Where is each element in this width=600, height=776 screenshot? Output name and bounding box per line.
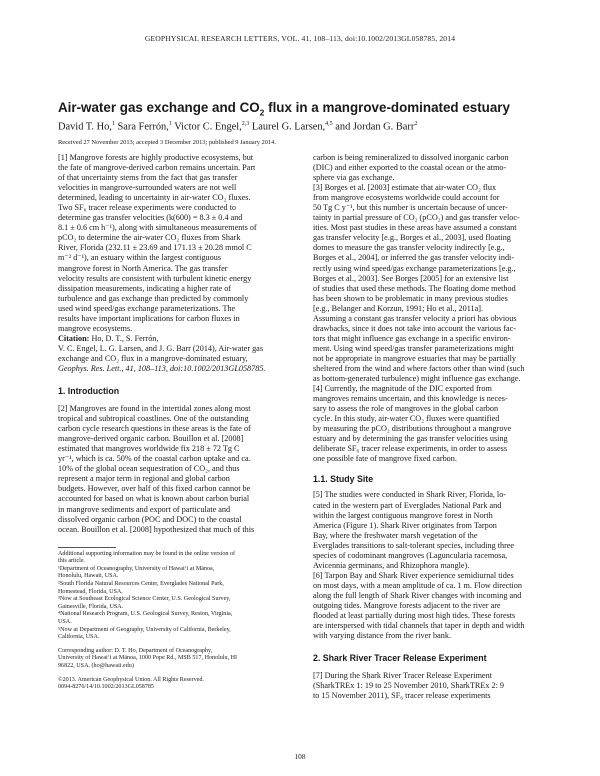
- text-line: of that uncertainty stems from the fact that gas transfer: [58, 173, 238, 183]
- paragraph-3: [313, 183, 550, 384]
- text-line: ities. Most past studies in these areas have assumed a constant: [313, 223, 517, 233]
- title-suffix: flux in a mangrove-dominated estuary: [264, 100, 510, 115]
- text-line: one possible fate of mangrove fixed carbon.: [313, 454, 457, 464]
- text-line: [7] During the Shark River Tracer Release Experiment: [313, 671, 492, 681]
- text-line: Honolulu, Hawaii, USA.: [58, 573, 119, 580]
- text-line: carbon cycle research questions in these areas is the fate of: [58, 424, 251, 434]
- text-line: Homestead, Florida, USA.: [58, 588, 123, 595]
- text-line: drawbacks, since it does not take into account the various fac-: [313, 323, 517, 333]
- text-line: [6] Tarpon Bay and Shark River experience semidiurnal tides: [313, 570, 514, 580]
- text-line: by measuring the pCO₂ distributions throughout a mangrove: [313, 424, 512, 434]
- text-line: not be appropriate in mangrove estuaries that may be partially: [313, 353, 517, 363]
- text-line: mangrove forest in North America. The gas transfer: [58, 263, 228, 273]
- paragraph-5: [313, 490, 550, 570]
- text-line: carbon is being remineralized to dissolved inorganic carbon: [313, 153, 509, 162]
- text-line: Two SF₆ tracer release experiments were conducted to: [58, 203, 237, 213]
- text-line: USA.: [58, 618, 72, 625]
- text-line: of studies that used these methods. The floating dome method: [313, 283, 516, 293]
- text-line: ⁴National Research Program, U.S. Geological Survey, Reston, Virginia,: [58, 611, 233, 618]
- text-line: determined, leading to uncertainty in air-water CO₂ fluxes.: [58, 193, 251, 203]
- author-name: and Jordan G. Barr: [335, 121, 415, 133]
- text-line: Borges et al., 2004], or inferred the gas transfer velocity indi-: [313, 253, 515, 263]
- text-line: determine gas transfer velocities (k(600) = 8.3 ± 0.4 and: [58, 213, 243, 223]
- text-line: mangroves remains uncertain, and this knowledge is neces-: [313, 394, 508, 404]
- text-line: results have important implications for carbon fluxes in: [58, 313, 240, 323]
- text-line: ³Now at Southeast Ecological Science Center, U.S. Geological Survey,: [58, 596, 231, 603]
- text-line: Assuming a constant gas transfer velocity a priori has obvious: [313, 313, 517, 323]
- title-subscript: 2: [259, 107, 265, 118]
- footnotes: [58, 551, 295, 642]
- text-line: along the full length of Shark River changes with incoming and: [313, 590, 522, 600]
- text-line: Avicennia germinans, and Rhizophora mangle).: [313, 560, 470, 570]
- paper-title: [58, 100, 558, 118]
- citation-text: Ho, D. T., S. Ferrón,: [91, 333, 159, 343]
- text-line: the fate of mangrove-derived carbon remains uncertain. Part: [58, 163, 256, 173]
- author-affiliation: 1: [168, 121, 172, 127]
- journal-header: GEOPHYSICAL RESEARCH LETTERS, VOL. 41, 108–113, doi:10.1002/2013GL058785, 2014: [144, 34, 456, 43]
- citation-line: Geophys. Res. Lett., 41, 108–113, doi:10.1002/2013GL058785.: [58, 363, 266, 373]
- text-line: [4] Currently, the magnitude of the DIC exported from: [313, 384, 492, 394]
- text-line: University of Hawaiʻi at Mānoa, 1000 Pope Rd., MSB 517, Honolulu, HI: [58, 655, 238, 662]
- author-name: David T. Ho,: [58, 121, 112, 133]
- text-line: dissolved organic carbon (POC and DOC) to the coastal: [58, 514, 242, 524]
- text-line: used wind speed/gas exchange parameterizations. The: [58, 303, 236, 313]
- text-line: estuary and by determining the gas transfer velocities using: [313, 434, 508, 444]
- text-line: deliberate SF₆ tracer release experiments, in order to assess: [313, 444, 508, 454]
- text-line: cated in the western part of Everglades National Park and: [313, 500, 502, 510]
- author-name: Sara Ferrón,: [117, 121, 169, 133]
- text-line: has been shown to be problematic in many previous studies: [313, 293, 508, 303]
- text-line: turbulence and gas exchange than predicted by commonly: [58, 293, 249, 303]
- text-line: Everglades transitions to salt-tolerant species, including three: [313, 540, 515, 550]
- text-line: are interspersed with tidal channels that taper in depth and width: [313, 621, 525, 631]
- text-line: from mangrove ecosystems worldwide could account for: [313, 193, 500, 203]
- text-line: Borges et al., 2003]. See Borges [2005] for an extensive list: [313, 273, 509, 283]
- text-line: outgoing tides. Mangrove forests adjacent to the river are: [313, 600, 501, 610]
- text-line: domes to measure the gas transfer velocity indirectly [e.g.,: [313, 243, 505, 253]
- text-line: [3] Borges et al. [2003] estimate that air-water CO₂ flux: [313, 183, 497, 193]
- text-line: tors that might influence gas exchange in a specific environ-: [313, 333, 511, 343]
- footnote-rule: [58, 547, 116, 548]
- text-line: species of codominant mangroves (Laguncularia racemosa,: [313, 550, 508, 560]
- text-line: on most days, with a mean amplitude of ca. 1 m. Flow direction: [313, 580, 522, 590]
- text-line: this article.: [58, 558, 86, 565]
- text-line: flooded at least partially during most high tides. These forests: [313, 611, 516, 621]
- text-line: (SharkTREx 1: 19 to 25 November 2010, SharkTREx 2: 9: [313, 681, 505, 691]
- text-line: to 15 November 2011), SF₆ tracer release experiments: [313, 691, 491, 701]
- text-line: 50 Tg C y⁻¹, but this number is uncertain because of uncer-: [313, 203, 508, 213]
- left-column: [58, 153, 295, 692]
- text-line: America (Figure 1). Shark River originates from Tarpon: [313, 520, 497, 530]
- text-line: velocity results are consistent with turbulent kinetic energy: [58, 273, 252, 283]
- page-number: 108: [294, 752, 306, 761]
- text-line: estimated that mangroves worldwide fix 218 ± 72 Tg C: [58, 444, 240, 454]
- text-line: Gainesville, Florida, USA.: [58, 603, 124, 610]
- text-line: [5] The studies were conducted in Shark River, Florida, lo-: [313, 490, 507, 500]
- text-line: ⁵Now at Department of Geography, University of California, Berkeley,: [58, 626, 231, 633]
- text-line: ¹Department of Oceanography, University of Hawaiʻi at Mānoa,: [58, 565, 215, 572]
- text-line: [2] Mangroves are found in the intertidal zones along most: [58, 404, 251, 414]
- text-line: 8.1 ± 0.6 cm h⁻¹), along with simultaneous measurements of: [58, 223, 257, 233]
- citation-line: V. C. Engel, L. G. Larsen, and J. G. Barr (2014), Air-water gas: [58, 343, 264, 353]
- section-heading-study-site: 1.1. Study Site: [313, 474, 374, 485]
- author-affiliation: 2: [414, 121, 418, 127]
- section-heading-tracer-release: 2. Shark River Tracer Release Experiment: [313, 653, 487, 664]
- text-line: sphere via gas exchange.: [313, 173, 395, 183]
- author-affiliation: 4,5: [325, 121, 333, 127]
- abstract: [58, 153, 295, 334]
- text-line: accounted for based on what is known about carbon burial: [58, 494, 250, 504]
- text-line: pCO₂ to determine the air-water CO₂ fluxes from Shark: [58, 233, 241, 243]
- corresponding-author: [58, 648, 295, 671]
- text-line: mangrove ecosystems.: [58, 323, 133, 333]
- text-line: sheltered from the wind and where factors other than wind (such: [313, 363, 525, 373]
- citation: [58, 334, 295, 374]
- copyright: [58, 677, 295, 692]
- text-line: dissipation measurements, indicating a higher rate of: [58, 283, 232, 293]
- text-line: mangrove-derived organic carbon. Bouillon et al. [2008]: [58, 434, 244, 444]
- author-affiliation: 2,3: [241, 121, 250, 127]
- text-line: budgets. However, over half of this fixed carbon cannot be: [58, 484, 251, 494]
- text-line: tropical and subtropical coastlines. One of the outstanding: [58, 414, 249, 424]
- text-line: ²South Florida Natural Resources Center, Everglades National Park,: [58, 581, 224, 588]
- paragraph-6: [313, 571, 550, 641]
- text-line: sary to assess the role of mangroves in the global carbon: [313, 404, 499, 414]
- text-line: ©2013. American Geophysical Union. All Rights Reserved.: [58, 676, 204, 683]
- text-line: m⁻² d⁻¹), an estuary within the largest contiguous: [58, 253, 222, 263]
- text-line: as bottom-generated turbulence) might influence gas exchange.: [313, 374, 521, 384]
- citation-line: exchange and CO₂ flux in a mangrove-dominated estuary,: [58, 353, 248, 363]
- author-affiliation: 1: [111, 121, 115, 127]
- title-prefix: Air-water gas exchange and CO: [58, 100, 260, 115]
- text-line: within the largest contiguous mangrove forest in North: [313, 510, 493, 520]
- text-line: California, USA.: [58, 634, 100, 641]
- text-line: in mangrove sediments and export of particulate and: [58, 504, 231, 514]
- text-line: Corresponding author: D. T. Ho, Department of Oceanography,: [58, 647, 213, 654]
- paragraph-1-continued: [313, 153, 550, 183]
- text-line: gas transfer velocity [e.g., Borges et al., 2003], used floating: [313, 233, 511, 243]
- text-line: 96822, USA. (ho@hawaii.edu): [58, 662, 134, 669]
- text-line: represent a major term in regional and global carbon: [58, 474, 230, 484]
- paragraph-7: [313, 671, 550, 701]
- text-line: 0094-8276/14/10.1002/2013GL058785: [58, 684, 154, 691]
- author-list: [58, 121, 578, 132]
- text-line: ocean. Bouillon et al. [2008] hypothesized that much of this: [58, 524, 255, 534]
- text-line: velocities in mangrove-surrounded waters are not well: [58, 183, 237, 193]
- author-name: Victor C. Engel,: [174, 121, 242, 133]
- text-line: yr⁻¹, which is ca. 50% of the coastal carbon uptake and ca.: [58, 454, 251, 464]
- text-line: tainty in partial pressure of CO₂ (pCO₂) and gas transfer veloc-: [313, 213, 520, 223]
- text-line: cycle. In this study, air-water CO₂ fluxes were quantified: [313, 414, 500, 424]
- text-line: (DIC) and either exported to the coastal ocean or the atmo-: [313, 163, 507, 173]
- citation-label: Citation:: [58, 333, 90, 343]
- section-heading-introduction: 1. Introduction: [58, 386, 120, 397]
- right-column: [313, 153, 550, 701]
- text-line: Bay, where the freshwater marsh vegetation of the: [313, 530, 478, 540]
- citation-line: [58, 334, 295, 344]
- text-line: 10% of the global ocean sequestration of CO₂, and thus: [58, 464, 240, 474]
- received-dates: Received 27 November 2013; accepted 3 December 2013; published 9 January 2014.: [58, 139, 276, 146]
- paragraph-4: [313, 384, 550, 464]
- author-name: Laurel G. Larsen,: [251, 121, 326, 133]
- text-line: [1] Mangrove forests are highly productive ecosystems, but: [58, 153, 254, 162]
- intro-paragraph: [58, 404, 295, 535]
- text-line: [e.g., Belanger and Korzun, 1991; Ho et al., 2011a].: [313, 303, 483, 313]
- text-line: Additional supporting information may be found in the online version of: [58, 550, 236, 557]
- text-line: ment. Using wind speed/gas transfer parameterizations might: [313, 343, 514, 353]
- text-line: River, Florida (232.11 ± 23.69 and 171.13 ± 20.28 mmol C: [58, 243, 252, 253]
- text-line: rectly using wind speed/gas exchange parameterizations [e.g.,: [313, 263, 516, 273]
- text-line: with varying distance from the river bank.: [313, 631, 452, 641]
